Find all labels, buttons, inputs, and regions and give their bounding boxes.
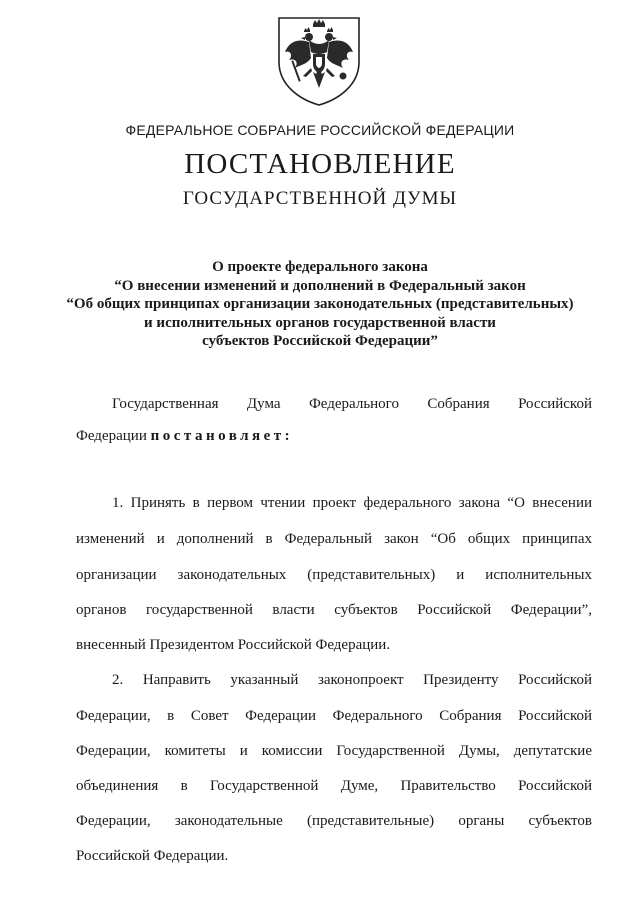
item-line: объединения в Государственной Думе, Правительство Российской	[76, 778, 592, 794]
resolution-subject	[40, 258, 600, 351]
item-line: внесенный Президентом Российской Федерации.	[76, 637, 391, 653]
organization-header: ФЕДЕРАЛЬНОЕ СОБРАНИЕ РОССИЙСКОЙ ФЕДЕРАЦИИ	[125, 122, 515, 138]
item-line: Российской Федерации.	[76, 848, 229, 864]
subject-line: “О внесении изменений и дополнений в Федеральный закон	[114, 277, 526, 294]
item-line: 1. Принять в первом чтении проект федерального закона “О внесении	[112, 495, 592, 511]
item-line: изменений и дополнений в Федеральный закон “Об общих принципах	[76, 531, 592, 547]
item-line: организации законодательных (представительных) и исполнительных	[76, 567, 592, 583]
resolves-verb: постановляет:	[150, 428, 294, 444]
document-subtitle: ГОСУДАРСТВЕННОЙ ДУМЫ	[182, 188, 458, 209]
document-title: ПОСТАНОВЛЕНИЕ	[184, 148, 456, 180]
item-line: Федерации, комитеты и комиссии Государственной Думы, депутатские	[76, 743, 592, 759]
item-line: 2. Направить указанный законопроект Президенту Российской	[112, 672, 592, 688]
item-line: Федерации, в Совет Федерации Федерального Собрания Российской	[76, 708, 592, 724]
subject-line: и исполнительных органов государственной власти	[144, 314, 496, 331]
coat-of-arms-icon	[273, 12, 365, 108]
subject-line: О проекте федерального закона	[212, 259, 428, 275]
item-line: Федерации, законодательные (представительные) органы субъектов	[76, 813, 592, 829]
preamble-line	[76, 428, 592, 445]
item-line: органов государственной власти субъектов Российской Федерации”,	[76, 602, 592, 618]
subject-line: “Об общих принципах организации законодательных (представительных)	[66, 296, 574, 312]
preamble-prefix: Федерации	[76, 428, 151, 444]
preamble-line: Государственная Дума Федерального Собрания Российской	[112, 396, 592, 412]
subject-line: субъектов Российской Федерации”	[202, 333, 438, 349]
